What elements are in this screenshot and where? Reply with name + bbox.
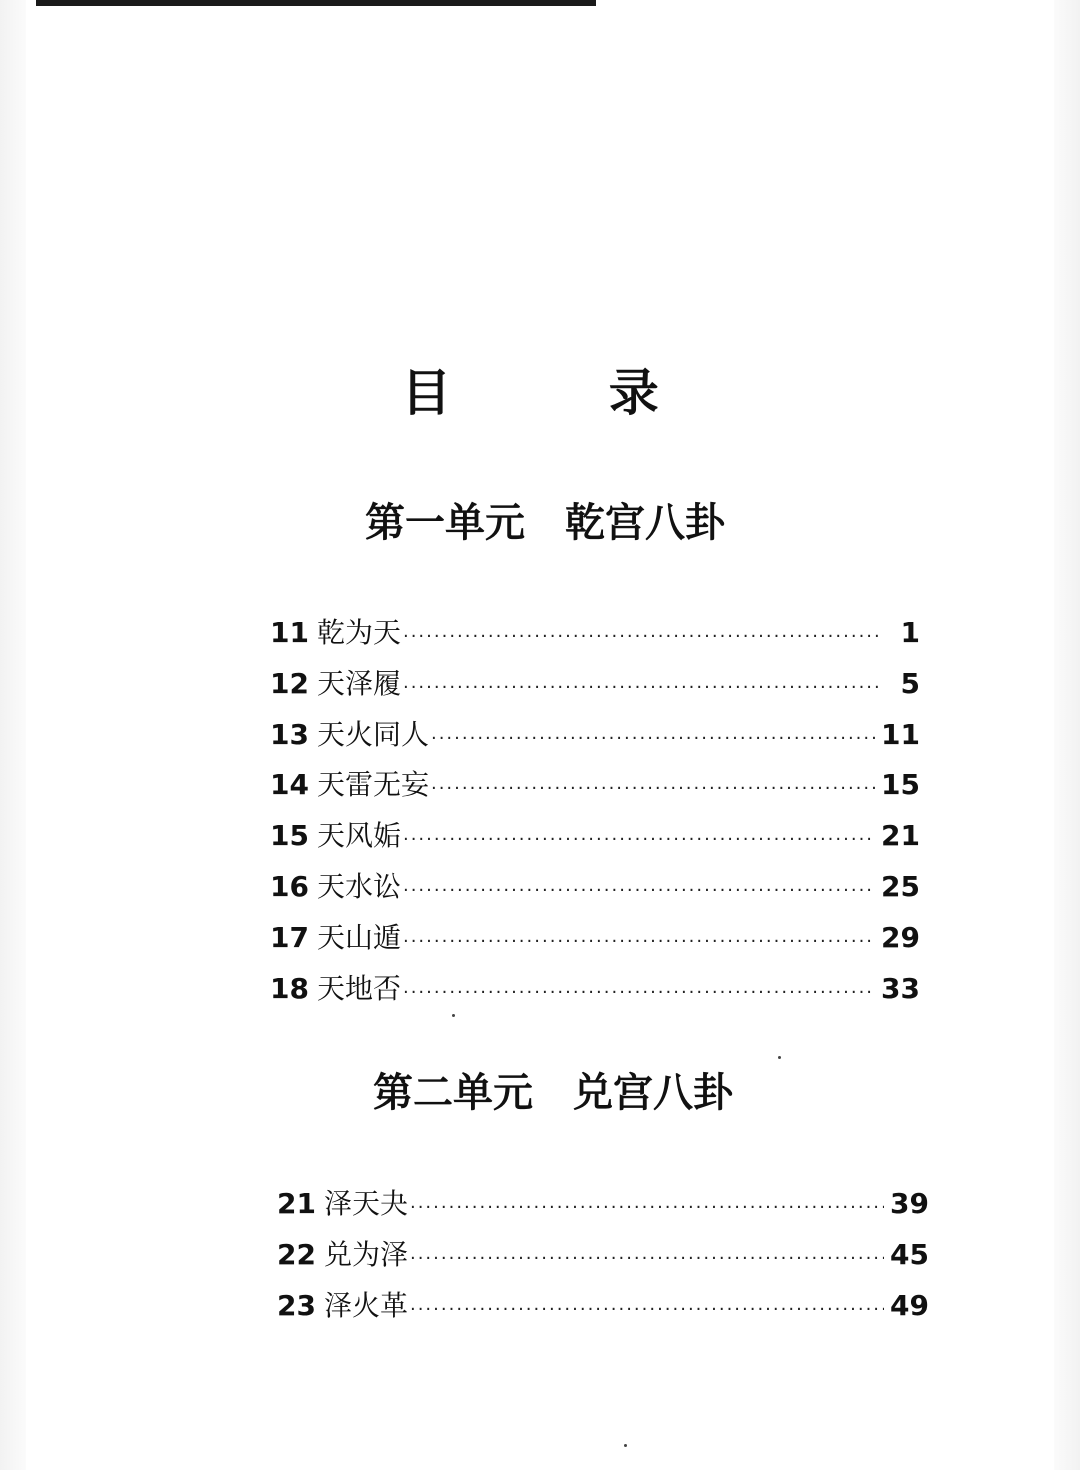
- entry-title: 泽火革: [323, 1288, 408, 1322]
- scan-speck: [624, 1444, 627, 1447]
- entry-title: 天火同人: [316, 717, 429, 751]
- scan-margin-right: [1054, 0, 1080, 1470]
- entry-page: 11: [881, 717, 920, 751]
- entry-title: 天水讼: [316, 869, 401, 903]
- entry-title: 乾为天: [316, 616, 401, 649]
- top-rule: [36, 0, 596, 6]
- toc-entry[interactable]: [270, 610, 920, 661]
- toc-entry[interactable]: [270, 915, 920, 966]
- entry-page: 1: [900, 616, 920, 649]
- entry-title: 天风姤: [316, 819, 401, 853]
- toc-entry[interactable]: [277, 1283, 929, 1334]
- dot-leader: [403, 970, 875, 1016]
- entry-page: 21: [881, 819, 920, 853]
- entry-number: 12: [270, 666, 309, 700]
- entry-number: 11: [270, 616, 309, 649]
- toc-entry[interactable]: [270, 813, 920, 864]
- entry-page: 5: [900, 666, 920, 700]
- scan-speck: [778, 1056, 781, 1059]
- dot-leader: [403, 868, 875, 914]
- entry-page: 29: [881, 920, 920, 954]
- dot-leader: [410, 1185, 884, 1231]
- dot-leader: [403, 614, 878, 660]
- toc-list-unit-1: [270, 610, 920, 1016]
- entry-number: 22: [277, 1237, 316, 1271]
- toc-entry[interactable]: [270, 712, 920, 763]
- scan-margin-left: [0, 0, 26, 1470]
- entry-page: 15: [881, 768, 920, 802]
- entry-title: 天雷无妄: [316, 768, 429, 802]
- page-title: 目 录: [401, 364, 729, 422]
- entry-number: 23: [277, 1288, 316, 1322]
- entry-number: 13: [270, 717, 309, 751]
- toc-entry[interactable]: [270, 661, 920, 712]
- toc-entry[interactable]: [270, 966, 920, 1017]
- dot-leader: [403, 665, 878, 711]
- dot-leader: [431, 716, 875, 762]
- entry-title: 天泽履: [316, 666, 401, 700]
- toc-list-unit-2: [277, 1181, 929, 1333]
- toc-entry[interactable]: [270, 762, 920, 813]
- unit-heading-2: 第二单元 兑宫八卦: [373, 1070, 733, 1116]
- toc-entry[interactable]: [277, 1181, 929, 1232]
- entry-title: 天地否: [316, 971, 401, 1005]
- entry-number: 14: [270, 768, 309, 802]
- dot-leader: [410, 1287, 884, 1333]
- entry-title: 泽天夬: [323, 1187, 408, 1220]
- entry-title: 天山遁: [316, 920, 401, 954]
- entry-page: 49: [890, 1288, 929, 1322]
- scan-speck: [452, 1014, 455, 1017]
- entry-page: 39: [890, 1187, 929, 1220]
- toc-entry[interactable]: [270, 864, 920, 915]
- unit-heading-1: 第一单元 乾宫八卦: [365, 500, 725, 546]
- entry-number: 18: [270, 971, 309, 1005]
- entry-number: 17: [270, 920, 309, 954]
- dot-leader: [403, 817, 875, 863]
- entry-page: 45: [890, 1237, 929, 1271]
- entry-title: 兑为泽: [323, 1237, 408, 1271]
- entry-page: 33: [881, 971, 920, 1005]
- entry-number: 15: [270, 819, 309, 853]
- dot-leader: [403, 919, 875, 965]
- entry-number: 16: [270, 869, 309, 903]
- entry-number: 21: [277, 1187, 316, 1220]
- dot-leader: [431, 766, 875, 812]
- entry-page: 25: [881, 869, 920, 903]
- toc-entry[interactable]: [277, 1232, 929, 1283]
- dot-leader: [410, 1236, 884, 1282]
